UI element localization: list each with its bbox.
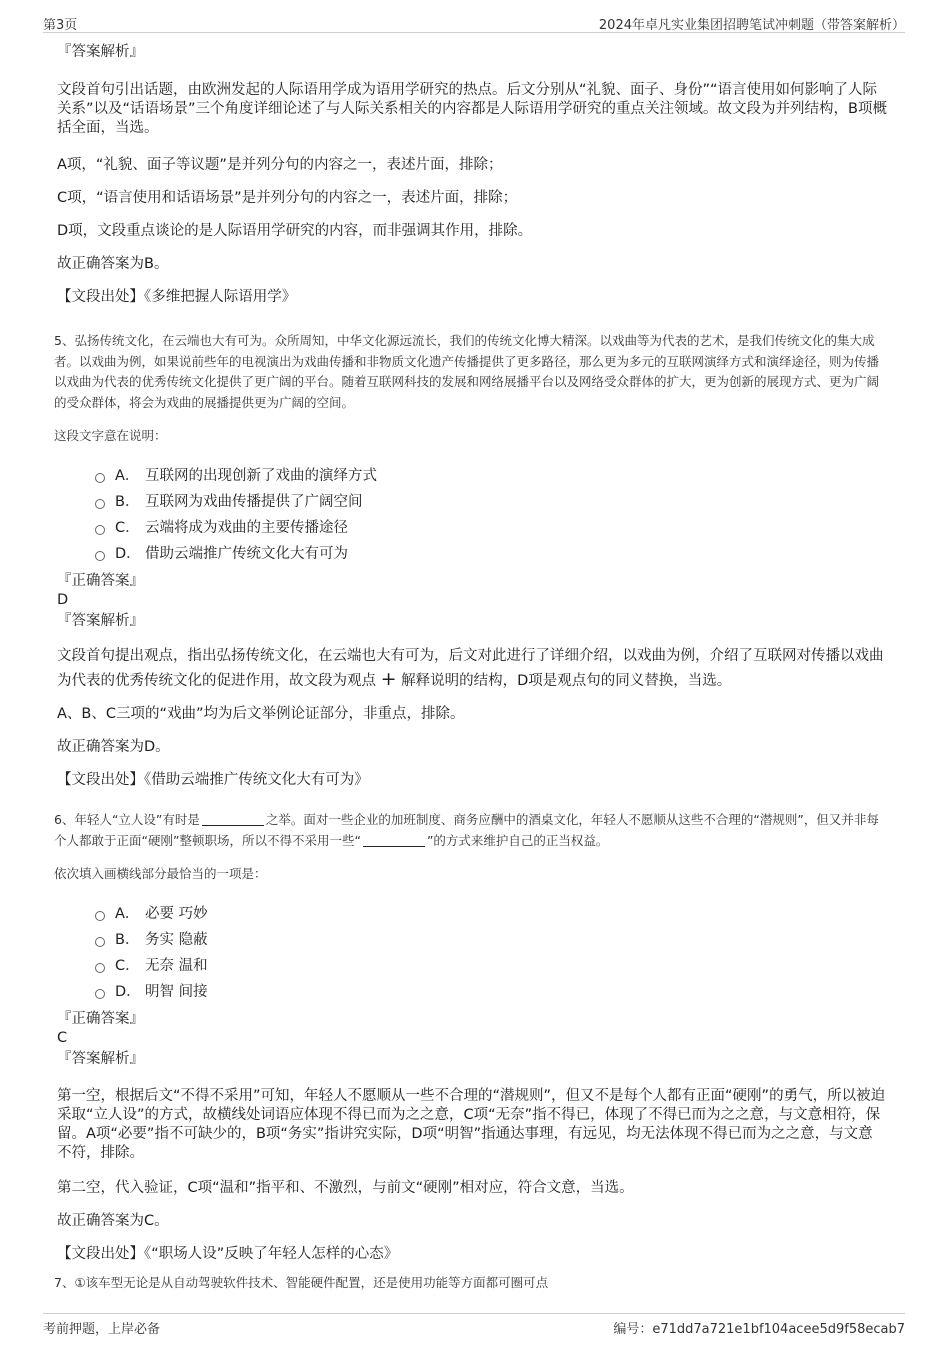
q6-prompt: 依次填入画横线部分最恰当的一项是：: [54, 866, 267, 881]
q6-stem: 6、年轻人“立人设”有时是 之举。面对一些企业的加班制度、商务应酬中的酒桌文化，年轻人不愿顺从这些不合理的“潜规则”，但又并非每个人都敢于正面“硬刚”整顿职场，所以不得不采用一些“ ”的方式来维护自己的正当权益。: [54, 812, 879, 848]
q4-analysis-paragraph: D项，文段重点谈论的是人际语用学研究的内容，而非强调其作用，排除。: [57, 223, 533, 239]
q6-analysis-label: 『答案解析』: [57, 1051, 144, 1067]
blank-1: [202, 825, 264, 826]
q5-options: [95, 463, 887, 567]
radio-icon[interactable]: [95, 989, 105, 999]
q4-analysis-label: 『答案解析』: [57, 44, 144, 60]
document-title: 2024年卓凡实业集团招聘笔试冲刺题（带答案解析）: [598, 18, 905, 33]
page-footer: [43, 1313, 905, 1340]
document-id: 编号：e71dd7a721e1bf104acee5d9f58ecab7: [613, 1322, 905, 1337]
page-number: 第3页: [43, 18, 78, 33]
q6-options: [95, 901, 887, 1005]
q5-source: 【文段出处】《借助云端推广传统文化大有可为》: [57, 772, 369, 788]
radio-icon[interactable]: [95, 525, 105, 535]
radio-icon[interactable]: [95, 911, 105, 921]
q6-option-c[interactable]: C． 无奈 温和: [95, 953, 887, 979]
q7-stem: 7、①该车型无论是从自动驾驶软件技术、智能硬件配置，还是使用功能等方面都可圈可点: [54, 1275, 549, 1290]
q4-analysis-paragraph: 故正确答案为B。: [57, 256, 169, 272]
q6-source: 【文段出处】《“职场人设”反映了年轻人怎样的心态》: [57, 1246, 399, 1262]
radio-icon[interactable]: [95, 551, 105, 561]
q4-analysis-paragraph: 文段首句引出话题，由欧洲发起的人际语用学成为语用学研究的热点。后文分别从“礼貌、面子、身份”“语言使用如何影响了人际关系”以及“话语场景”三个角度详细论述了与人际关系相关的内容都是人际语用学研究的重点关注领域。故文段为并列结构，B项概括全面，当选。: [57, 82, 887, 136]
q4-source: 【文段出处】《多维把握人际语用学》: [57, 289, 297, 305]
footer-slogan: 考前押题，上岸必备: [43, 1322, 161, 1337]
q6-analysis-paragraph: 第二空，代入验证，C项“温和”指平和、不激烈，与前文“硬刚”相对应，符合文意，当选。: [57, 1180, 634, 1196]
page-content: [54, 42, 887, 1305]
q6-option-b[interactable]: B． 务实 隐蔽: [95, 927, 887, 953]
q5-option-a[interactable]: A． 互联网的出现创新了戏曲的演绎方式: [95, 463, 887, 489]
radio-icon[interactable]: [95, 499, 105, 509]
radio-icon[interactable]: [95, 963, 105, 973]
q5-option-d[interactable]: D． 借助云端推广传统文化大有可为: [95, 541, 887, 567]
q6-analysis-paragraph: 第一空，根据后文“不得不采用”可知，年轻人不愿顺从一些不合理的“潜规则”，但又不是每个人都有正面“硬刚”的勇气，所以被迫采取“立人设”的方式，故横线处词语应体现不得已而为之之意，C项“无奈”指不得已，体现了不得已而为之之意，与文意相符，保留。A项“必要”指不可缺少的，B项“务实”指讲究实际，D项“明智”指通达事理，有远见，均无法体现不得已而为之之意，与文意不符，排除。: [57, 1088, 886, 1161]
q6-analysis-paragraph: 故正确答案为C。: [57, 1213, 169, 1229]
page-header: [43, 12, 905, 33]
radio-icon[interactable]: [95, 937, 105, 947]
q5-stem: 5、弘扬传统文化，在云端也大有可为。众所周知，中华文化源远流长，我们的传统文化博大精深。以戏曲等为代表的艺术，是我们传统文化的集大成者。以戏曲为例，如果说前些年的电视演出为戏曲传播和非物质文化遗产传播提供了更多路径，那么更为多元的互联网演绎方式和演绎途径，则为传播以戏曲为代表的优秀传统文化提供了更广阔的平台。随着互联网科技的发展和网络展播平台以及网络受众群体的扩大，更为创新的展现方式、更为广阔的受众群体，将会为戏曲的展播提供更为广阔的空间。: [54, 333, 880, 410]
q5-analysis-label: 『答案解析』: [57, 613, 144, 629]
plus-sign: +: [380, 668, 397, 690]
q5-analysis-paragraph: 文段首句提出观点，指出弘扬传统文化，在云端也大有可为，后文对此进行了详细介绍，以戏曲为例，介绍了互联网对传播以戏曲为代表的优秀传统文化的促进作用，故文段为观点 + 解释说明的结构，D项是观点句的同义替换，当选。: [57, 648, 884, 690]
q5-analysis-paragraph: A、B、C三项的“戏曲”均为后文举例论证部分，非重点，排除。: [57, 706, 465, 722]
radio-icon[interactable]: [95, 473, 105, 483]
q5-option-b[interactable]: B． 互联网为戏曲传播提供了广阔空间: [95, 489, 887, 515]
q5-answer-label: 『正确答案』: [57, 573, 144, 589]
q5-prompt: 这段文字意在说明：: [54, 428, 167, 443]
q4-analysis-paragraph: A项，“礼貌、面子等议题”是并列分句的内容之一，表述片面，排除；: [57, 157, 503, 173]
q5-answer: D: [57, 592, 69, 608]
q6-answer: C: [57, 1030, 68, 1046]
q6-option-d[interactable]: D． 明智 间接: [95, 979, 887, 1005]
q5-analysis-paragraph: 故正确答案为D。: [57, 739, 170, 755]
q5-option-c[interactable]: C． 云端将成为戏曲的主要传播途径: [95, 515, 887, 541]
q4-analysis-paragraph: C项，“语言使用和话语场景”是并列分句的内容之一，表述片面，排除；: [57, 190, 518, 206]
q6-option-a[interactable]: A． 必要 巧妙: [95, 901, 887, 927]
blank-2: [363, 846, 425, 847]
q6-answer-label: 『正确答案』: [57, 1011, 144, 1027]
